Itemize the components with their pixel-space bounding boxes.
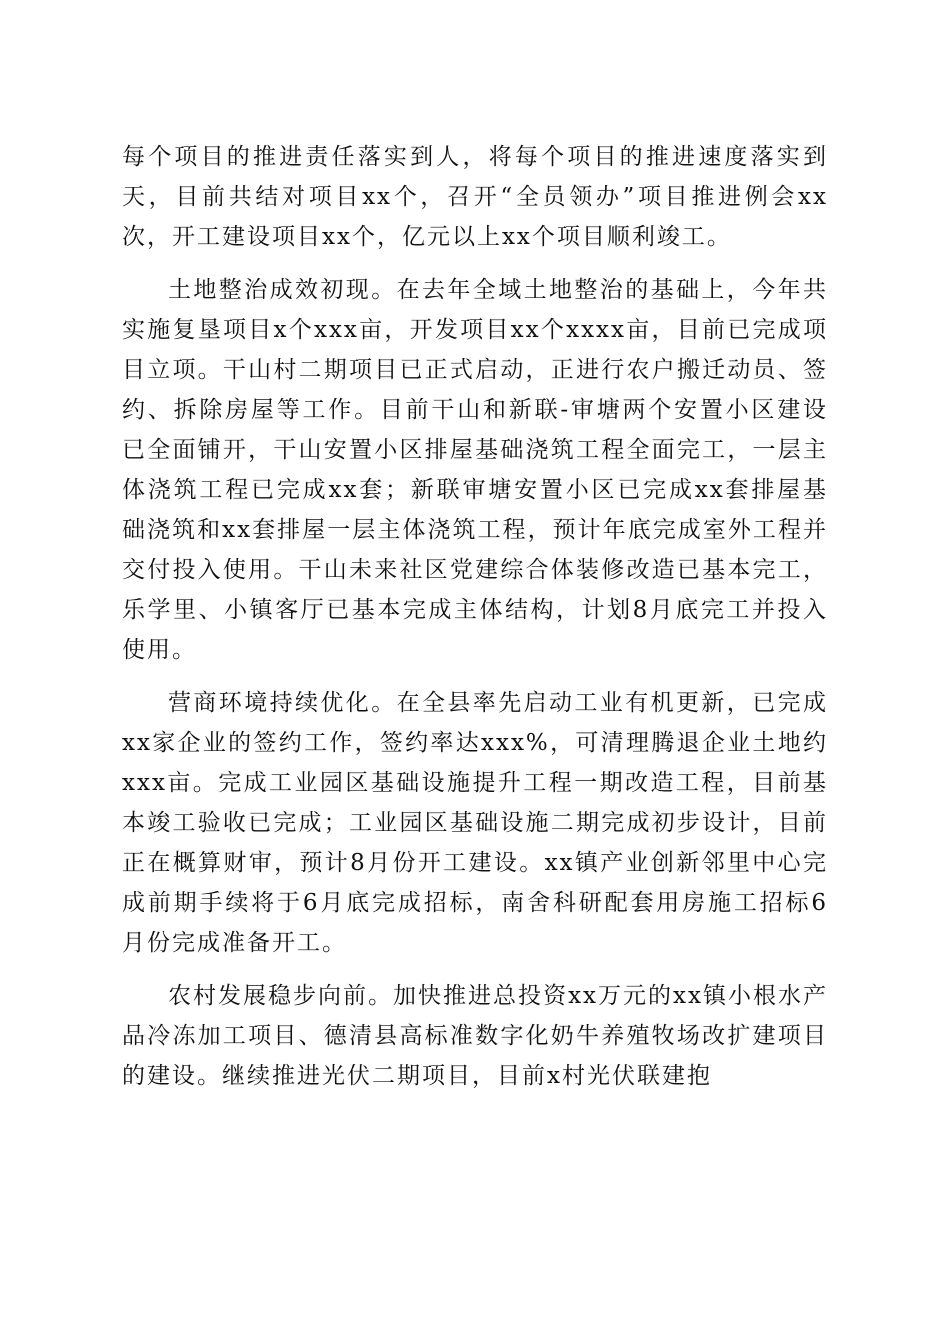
paragraph-land-remediation: 土地整治成效初现。在去年全域土地整治的基础上，今年共实施复垦项目x个xxx亩，开发项目xx个xxxx亩，目前已完成项目立项。干山村二期项目已正式启动，正进行农户搬迁动员、签约、拆除房屋等工作。目前干山和新联-审塘两个安置小区建设已全面铺开，干山安置小区排屋基础浇筑工程全面完工，一层主体浇筑工程已完成xx套；新联审塘安置小区已完成xx套排屋基础浇筑和xx套排屋一层主体浇筑工程，预计年底完成室外工程并交付投入使用。干山未来社区党建综合体装修改造已基本完工，乐学里、小镇客厅已基本完成主体结构，计划8月底完工并投入使用。 — [122, 277, 828, 663]
paragraph-rural-development: 农村发展稳步向前。加快推进总投资xx万元的xx镇小根水产品冷冻加工项目、德清县高标准数字化奶牛养殖牧场改扩建项目的建设。继续推进光伏二期项目，目前x村光伏联建抱 — [122, 983, 828, 1089]
document-body — [122, 137, 828, 1109]
paragraph-business-environment: 营商环境持续优化。在全县率先启动工业有机更新，已完成xx家企业的签约工作，签约率达xxx%，可清理腾退企业土地约xxx亩。完成工业园区基础设施提升工程一期改造工程，目前基本竣工验收已完成；工业园区基础设施二期完成初步设计，目前正在概算财审，预计8月份开工建设。xx镇产业创新邻里中心完成前期手续将于6月底完成招标，南舍科研配套用房施工招标6月份完成准备开工。 — [122, 690, 828, 956]
paragraph-project-progress: 每个项目的推进责任落实到人，将每个项目的推进速度落实到天，目前共结对项目xx个，召开“全员领办”项目推进例会xx次，开工建设项目xx个，亿元以上xx个项目顺利竣工。 — [122, 144, 828, 250]
